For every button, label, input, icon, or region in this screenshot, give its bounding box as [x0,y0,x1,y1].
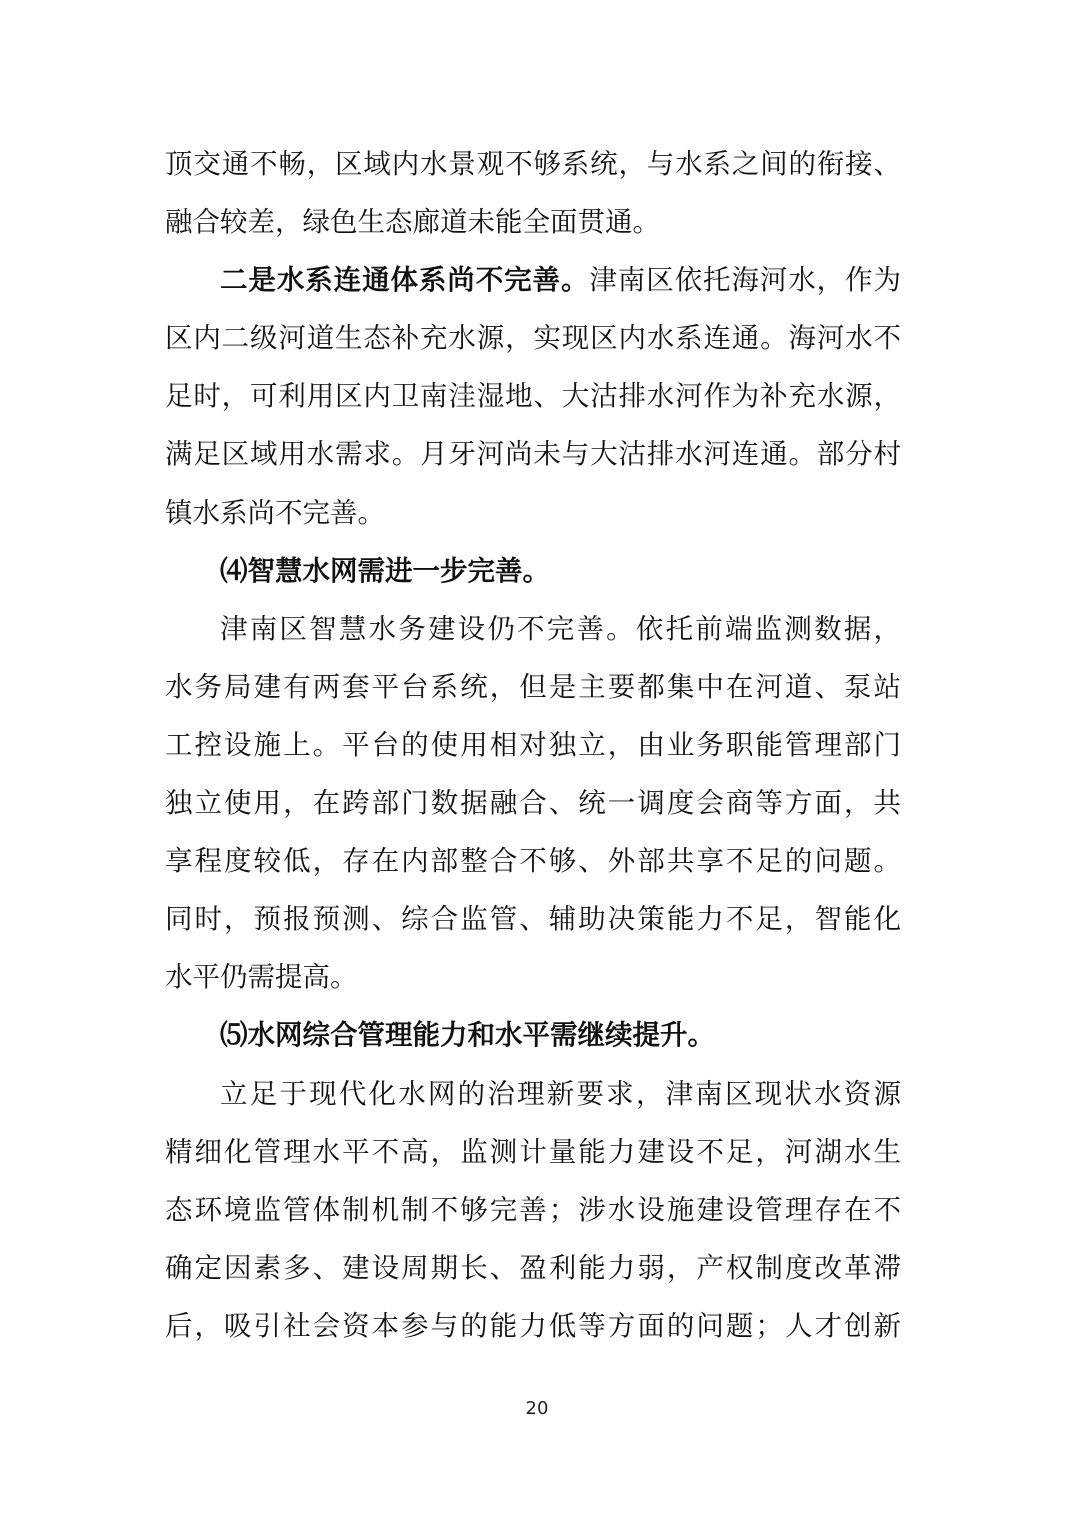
text-line: 融合较差，绿色生态廊道未能全面贯通。 [165,206,660,239]
section-heading-5: ⑸水网综合管理能力和水平需继续提升。 [220,1019,715,1052]
paragraph-lead-line [165,251,901,309]
text-line: 顶交通不畅，区域内水景观不够系统，与水系之间的衔接、 [165,148,901,180]
bold-lead-text: 二是水系连通体系尚不完善。 [220,264,590,297]
section-heading-4: ⑷智慧水网需进一步完善。 [220,554,550,587]
lead-rest-text: 津南区依托海河水，作为 [589,264,901,297]
text-line: 区内二级河道生态补充水源，实现区内水系连通。海河水不 [165,322,901,355]
text-line: 同时，预报预测、综合监管、辅助决策能力不足，智能化 [165,903,901,936]
page-body [165,135,901,1355]
text-line: 立足于现代化水网的治理新要求，津南区现状水资源 [220,1077,901,1110]
text-line: 足时，可利用区内卫南洼湿地、大沽排水河作为补充水源， [165,380,901,413]
text-line: 镇水系尚不完善。 [165,496,385,529]
text-line: 水务局建有两套平台系统，但是主要都集中在河道、泵站 [165,670,901,703]
text-line: 独立使用，在跨部门数据融合、统一调度会商等方面，共 [165,787,901,820]
text-line: 津南区智慧水务建设仍不完善。依托前端监测数据， [220,612,901,645]
text-line: 工控设施上。平台的使用相对独立，由业务职能管理部门 [165,728,901,761]
text-line: 态环境监管体制机制不够完善；涉水设施建设管理存在不 [165,1193,901,1226]
text-line: 后，吸引社会资本参与的能力低等方面的问题；人才创新 [165,1309,901,1342]
text-line: 确定因素多、建设周期长、盈利能力弱，产权制度改革滞 [165,1251,901,1284]
text-line: 满足区域用水需求。月牙河尚未与大沽排水河连通。部分村 [165,438,901,471]
text-line: 享程度较低，存在内部整合不够、外部共享不足的问题。 [165,845,901,878]
text-line: 精细化管理水平不高，监测计量能力建设不足，河湖水生 [165,1135,901,1168]
text-line: 水平仍需提高。 [165,961,358,994]
page-number: 20 [525,1398,549,1419]
